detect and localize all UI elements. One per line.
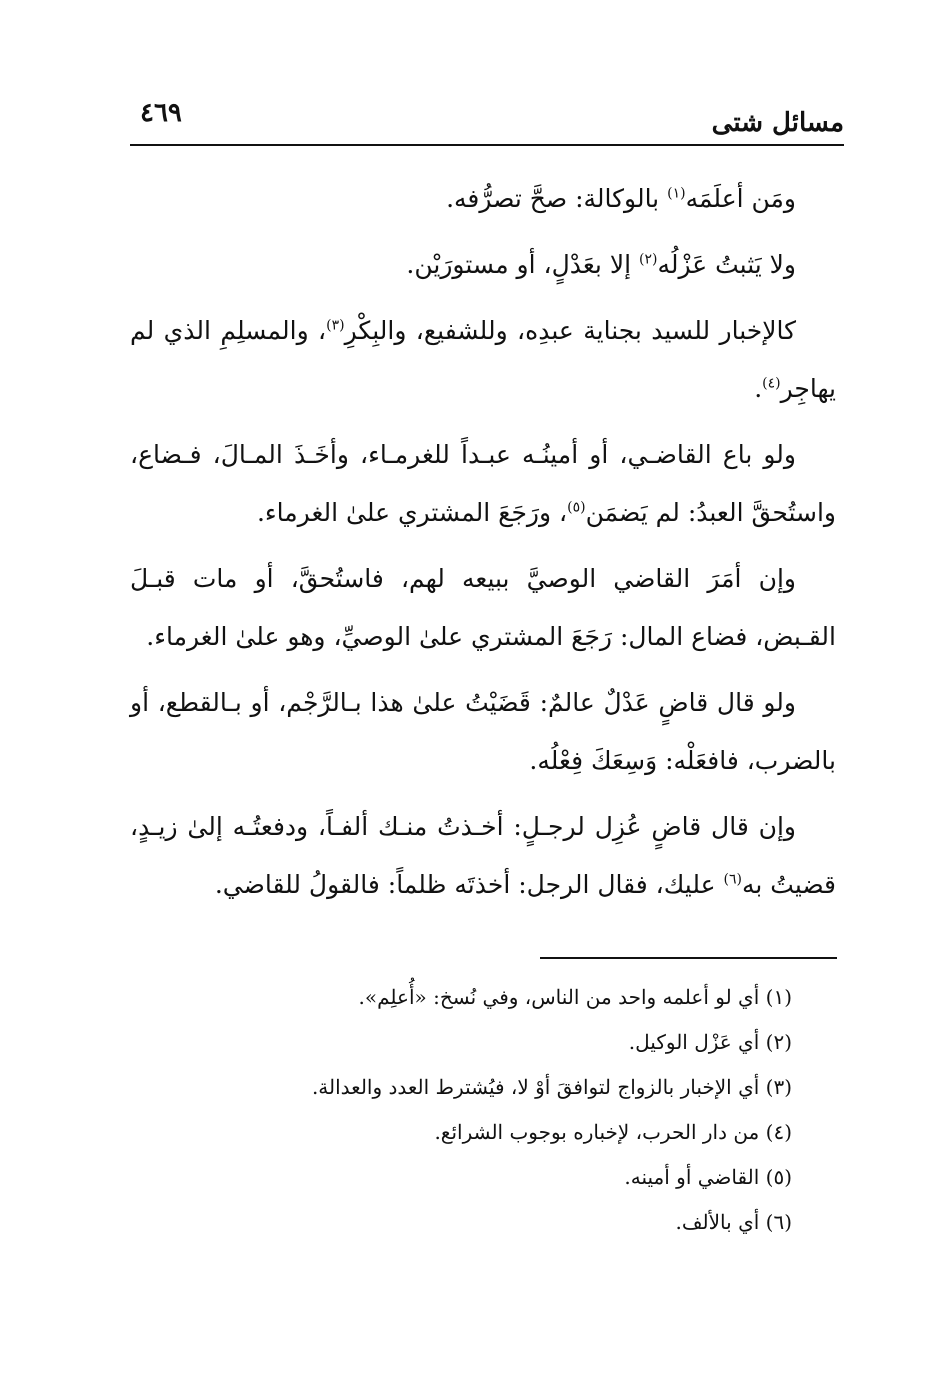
footnote-item: (٥) القاضي أو أمينه. [624,1165,792,1189]
footnote-item: (٤) من دار الحرب، لإخباره بوجوب الشرائع. [434,1120,792,1144]
paragraph [130,302,836,418]
paragraph [130,798,836,914]
paragraph-text: ، والمسلِمِ الذي لم يهاجِر [130,316,836,403]
paragraph-text: إلا بعَدْلٍ، أو مستورَيْن. [406,250,639,279]
footnote-reference: (٢) [638,251,658,268]
paragraph-text: بالوكالة: صحَّ تصرُّفه. [446,184,668,213]
paragraph-text: ولو قال قاضٍ عَدْلٌ عالمٌ: قَضَيْتُ علىٰ هذا بـالرَّجْم، أو بـالقطع، أو بالضرب، فافعَلْه: وَسِعَكَ فِعْلُه. [130,688,836,775]
paragraph [130,426,836,542]
running-title: مسائل شتى [711,108,844,138]
paragraph-text: ، ورَجَعَ المشتري علىٰ الغرماء. [256,498,568,527]
main-text [130,170,836,922]
paragraph [130,550,836,666]
footnote-reference: (٦) [723,871,742,888]
paragraph [130,236,836,294]
page-number: ٤٦٩ [140,98,182,128]
footnote-item: (١) أي لو أعلمه واحد من الناس، وفي نُسخ: «أُعلِم». [358,985,792,1009]
footnote-item: (٦) أي بالألف. [675,1210,792,1234]
paragraph-text: وإن أمَرَ القاضي الوصيَّ ببيعه لهم، فاستُحقَّ، أو مات قبـلَ القـبض، فضاع المال: رَجَعَ المشتري علىٰ الوصيِّ، وهو علىٰ الغرماء. [130,564,836,651]
footnote-item: (٣) أي الإخبار بالزواج لتوافقَ أوْ لا، فيُشترط العدد والعدالة. [311,1075,792,1099]
footnote-reference: (١) [667,185,686,202]
paragraph-text: ولو باع القاضـي، أو أمينُـه عبـداً للغرمـاء، وأخَـذَ المـالَ، فـضاع، واستُحقَّ العبدُ: لم يَضمَن [130,440,836,527]
footnotes [130,975,836,1245]
footnote-reference: (٤) [762,375,781,392]
paragraph-text: كالإخبار للسيد بجناية عبدِه، وللشفيع، والبِكْرِ [344,316,796,345]
paragraph-text: وإن قال قاضٍ عُزِل لرجـلٍ: أخـذتُ منـك ألفـاً، ودفعتُـه إلىٰ زيـدٍ، قضيتُ به [130,812,836,899]
paragraph [130,170,836,228]
footnote-reference: (٥) [567,499,586,516]
paragraph-text: . [754,374,763,403]
footnote-item: (٢) أي عَزْل الوكيل. [628,1030,792,1054]
paragraph-text: عليك، فقال الرجل: أخذتَه ظلماً: فالقولُ للقاضي. [214,870,724,899]
page-header [130,96,844,146]
paragraph [130,674,836,790]
paragraph-text: ولا يَثبتُ عَزْلُه [657,250,796,279]
footnote-reference: (٣) [326,317,345,334]
footnote-separator [540,957,837,959]
paragraph-text: ومَن أعلَمَه [685,184,796,213]
